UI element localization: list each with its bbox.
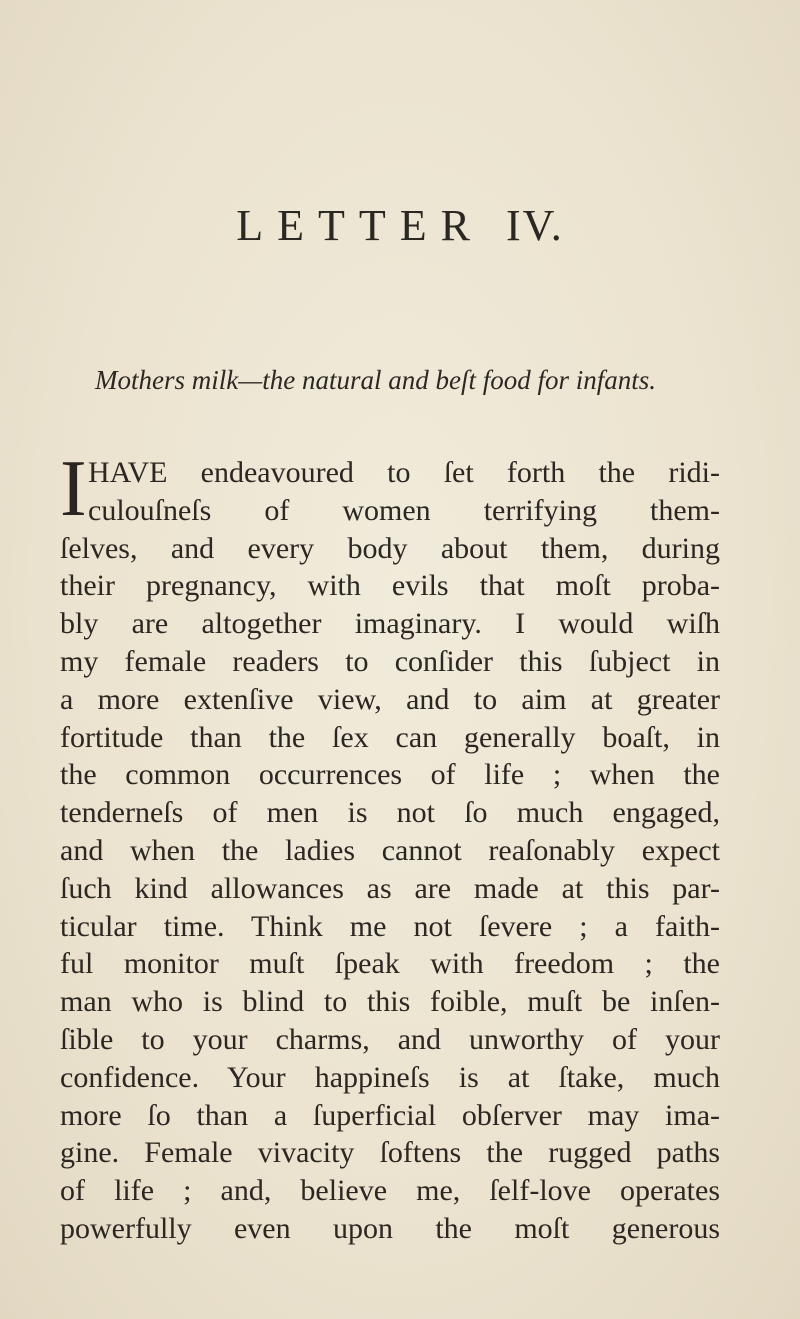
body-line: my female readers to conſider this ſubject in	[60, 644, 720, 678]
body-line: ſuch kind allowances as are made at this par-	[60, 871, 720, 905]
body-line: their pregnancy, with evils that moſt proba-	[60, 569, 720, 603]
heading-number: IV.	[505, 201, 564, 250]
body-line: man who is blind to this foible, muſt be inſen-	[60, 985, 720, 1019]
body-line: a more extenſive view, and to aim at greater	[60, 682, 720, 716]
body-line: ſelves, and every body about them, during	[60, 531, 720, 565]
body-line: more ſo than a ſuperficial obſerver may ima-	[60, 1098, 720, 1132]
body-line: fortitude than the ſex can generally boaſt, in	[60, 720, 720, 754]
body-line: HAVE endeavoured to ſet forth the ridi-	[88, 456, 720, 489]
body-line: tenderneſs of men is not ſo much engaged,	[60, 796, 720, 830]
body-line: the common occurrences of life ; when the	[60, 758, 720, 792]
body-line: ticular time. Think me not ſevere ; a faith-	[60, 909, 720, 943]
body-line: of life ; and, believe me, ſelf-love operates	[60, 1174, 720, 1208]
body-line: bly are altogether imaginary. I would wiſh	[60, 607, 720, 641]
letter-body	[60, 445, 720, 1248]
body-line: culouſneſs of women terrifying them-	[88, 493, 720, 527]
heading-letter: LETTER	[236, 201, 484, 250]
drop-cap: I	[60, 445, 87, 533]
body-line: gine. Female vivacity ſoftens the rugged paths	[60, 1136, 720, 1170]
letter-heading	[0, 200, 800, 251]
body-line: and when the ladies cannot reaſonably expect	[60, 833, 720, 867]
body-line: powerfully even upon the moſt generous	[60, 1211, 720, 1245]
letter-subtitle: Mothers milk—the natural and beſt food for infants.	[95, 365, 656, 395]
body-line: confidence. Your happineſs is at ſtake, much	[60, 1060, 720, 1094]
body-line: ſible to your charms, and unworthy of your	[60, 1022, 720, 1056]
body-line: ful monitor muſt ſpeak with freedom ; the	[60, 947, 720, 981]
